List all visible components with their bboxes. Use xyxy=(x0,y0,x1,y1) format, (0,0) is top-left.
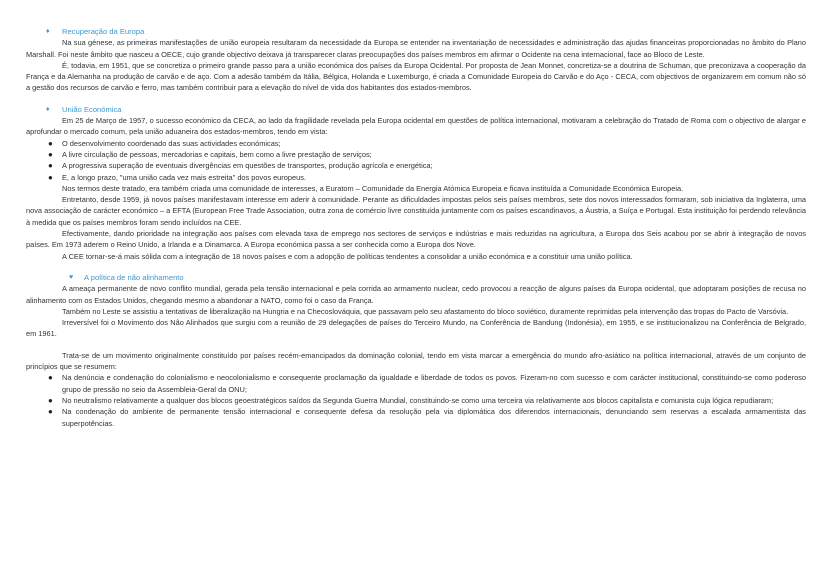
section-heading-recuperacao xyxy=(26,26,806,37)
list-item-text: O desenvolvimento coordenado das suas actividades económicas; xyxy=(62,138,281,148)
list-item-text: Na condenação do ambiente de permanente tensão internacional e consequente defesa da resolução pela via diplomática dos diferendos internacionais, denunciando sem reservas a escalada armamentista das superpotências. xyxy=(62,407,806,428)
list-item xyxy=(26,172,806,183)
heart-icon: ♥ xyxy=(69,273,74,281)
list-item-text: No neutralismo relativamente a qualquer dos blocos geoestratégicos saídos da Segunda Guerra Mundial, constituindo-se como uma terceira via relativamente aos blocos capitalista e comunista cuja lógica repudiaram; xyxy=(62,395,774,405)
list-item xyxy=(26,160,806,171)
paragraph: Trata-se de um movimento originalmente constituído por países recém-emancipados da dominação colonial, tendo em vista marcar a emergência do mundo afro-asiático na política internacional, através de um conjunto de princípios que se resumem: xyxy=(26,350,806,372)
list-item-text: A livre circulação de pessoas, mercadorias e capitais, bem como a livre prestação de serviços; xyxy=(62,149,372,159)
section-heading-nao-alinhamento xyxy=(26,272,806,283)
list-item xyxy=(26,395,806,406)
paragraph: Também no Leste se assistiu a tentativas de liberalização na Hungria e na Checoslováquia, que passavam pelo seu afastamento do bloco soviético, duramente reprimidas pela intervenção das tropas do Pacto de Varsóvia. xyxy=(62,306,789,316)
paragraph: Efectivamente, dando prioridade na integração aos países com elevada taxa de emprego nos sectores de serviços e indústrias e mais reduzidas na agricultura, a Europa dos Seis acabou por se abrir à integração de novos países. Em 1973 aderem o Reino Unido, a Irlanda e a Dinamarca. A Europa económica passa a ser conhecida como a Europa dos Nove. xyxy=(26,229,806,250)
list-item-text: E, a longo prazo, "uma união cada vez mais estreita" dos povos europeus. xyxy=(62,172,306,182)
bullet-icon: ● xyxy=(48,395,53,405)
section-heading-text: União Económica xyxy=(62,104,122,114)
bullet-icon: ● xyxy=(48,149,53,159)
section-heading-text: Recuperação da Europa xyxy=(62,27,145,36)
section-heading-uniao-economica xyxy=(26,104,806,115)
paragraph: Nos termos deste tratado, era também criada uma comunidade de interesses, a Euratom – Comunidade da Energia Atómica Europeia e ficava instituída a Comunidade Económica Europeia. xyxy=(62,183,684,193)
paragraph: Entretanto, desde 1959, já novos países manifestavam interesse em aderir à comunidade. Perante as dificuldades impostas pelos seis países membros, sete dos novos interessados formaram, sob iniciativa da Inglaterra, uma nova associação de carácter económico – a EFTA (European Free Trade Association, outra zona de comércio livre constituída juntamente com os países escandinavos, a Áustria, a Suíça e Portugal. Esta instituição foi perdendo relevância à medida que os países membros foram sendo incluídos na CEE. xyxy=(26,195,806,227)
section-heading-text: A política de não alinhamento xyxy=(84,272,184,282)
list-item xyxy=(26,406,806,429)
bullet-icon: ● xyxy=(48,407,53,417)
list-item xyxy=(26,138,806,149)
paragraph: Irreversível foi o Movimento dos Não Alinhados que surgiu com a reunião de 29 delegações de países do Terceiro Mundo, na Conferência de Bandung (Indonésia), em 1955, e se institucionalizou na Conferência de Belgrado, em 1961. xyxy=(26,318,806,339)
paragraph: Em 25 de Março de 1957, o sucesso económico da CECA, ao lado da fragilidade revelada pela Europa ocidental em questões de política internacional, motivaram a celebração do Tratado de Roma com o objectivo de alargar e aprofundar o mercado comum, pela união aduaneira dos estados-membros, tendo em vista: xyxy=(26,116,806,137)
bullet-icon: ● xyxy=(48,373,53,383)
bullet-icon: ● xyxy=(48,138,53,148)
bullet-list xyxy=(26,372,806,428)
document-page xyxy=(26,26,806,429)
list-item xyxy=(26,149,806,160)
diamond-icon: ♦ xyxy=(46,105,50,113)
paragraph: A ameaça permanente de novo conflito mundial, gerada pela tensão internacional e pela corrida ao armamento nuclear, cedo provocou a reacção de alguns países da Europa ocidental, que adoptaram posições de recusa no alinhamento com os Estados Unidos, chegando mesmo a abandonar a NATO, como foi o caso da França. xyxy=(26,284,806,305)
paragraph: É, todavia, em 1951, que se concretiza o primeiro grande passo para a união económica dos países da Europa Ocidental. Por proposta de Jean Monnet, concretiza-se a doutrina de Schuman, que preconizava a cooperação da França e da Alemanha na produção de carvão e de aço. Com a adesão também da Itália, Bélgica, Holanda e Luxemburgo, é criada a Comunidade Europeia do Carvão e do Aço - CECA, com objectivos de organizarem em comum não só a gestão dos recursos de carvão e ferro, mas também contribuir para a elevação do nível de vida dos habitantes dos estados-membros. xyxy=(26,60,806,93)
paragraph: Na sua génese, as primeiras manifestações de união europeia resultaram da necessidade da Europa se entender na inventariação de necessidades e administração das ajudas financeiras proporcionadas no âmbito do Plano Marshall. Foi neste âmbito que nasceu a OECE, cujo grande objectivo deixava já transparecer claras preocupações dos países membros em afirmar o Ocidente na cena internacional, face ao Bloco de Leste. xyxy=(26,38,806,59)
list-item xyxy=(26,372,806,395)
diamond-icon: ♦ xyxy=(46,28,50,35)
bullet-icon: ● xyxy=(48,172,53,182)
list-item-text: Na denúncia e condenação do colonialismo e neocolonialismo e consequente proclamação da igualdade e liberdade de todos os povos. Fizeram-no com sucesso e com carácter institucional, constituindo-se como poderoso grupo de pressão no seio da Assembleia-Geral da ONU; xyxy=(62,373,806,394)
paragraph: A CEE tornar-se-á mais sólida com a integração de 18 novos países e com a adopção de políticas tendentes a consolidar a união económica e a constituir uma união política. xyxy=(62,251,633,261)
bullet-icon: ● xyxy=(48,161,53,171)
bullet-list xyxy=(26,138,806,183)
list-item-text: A progressiva superação de eventuais divergências em questões de transportes, produção agrícola e energética; xyxy=(62,161,433,171)
